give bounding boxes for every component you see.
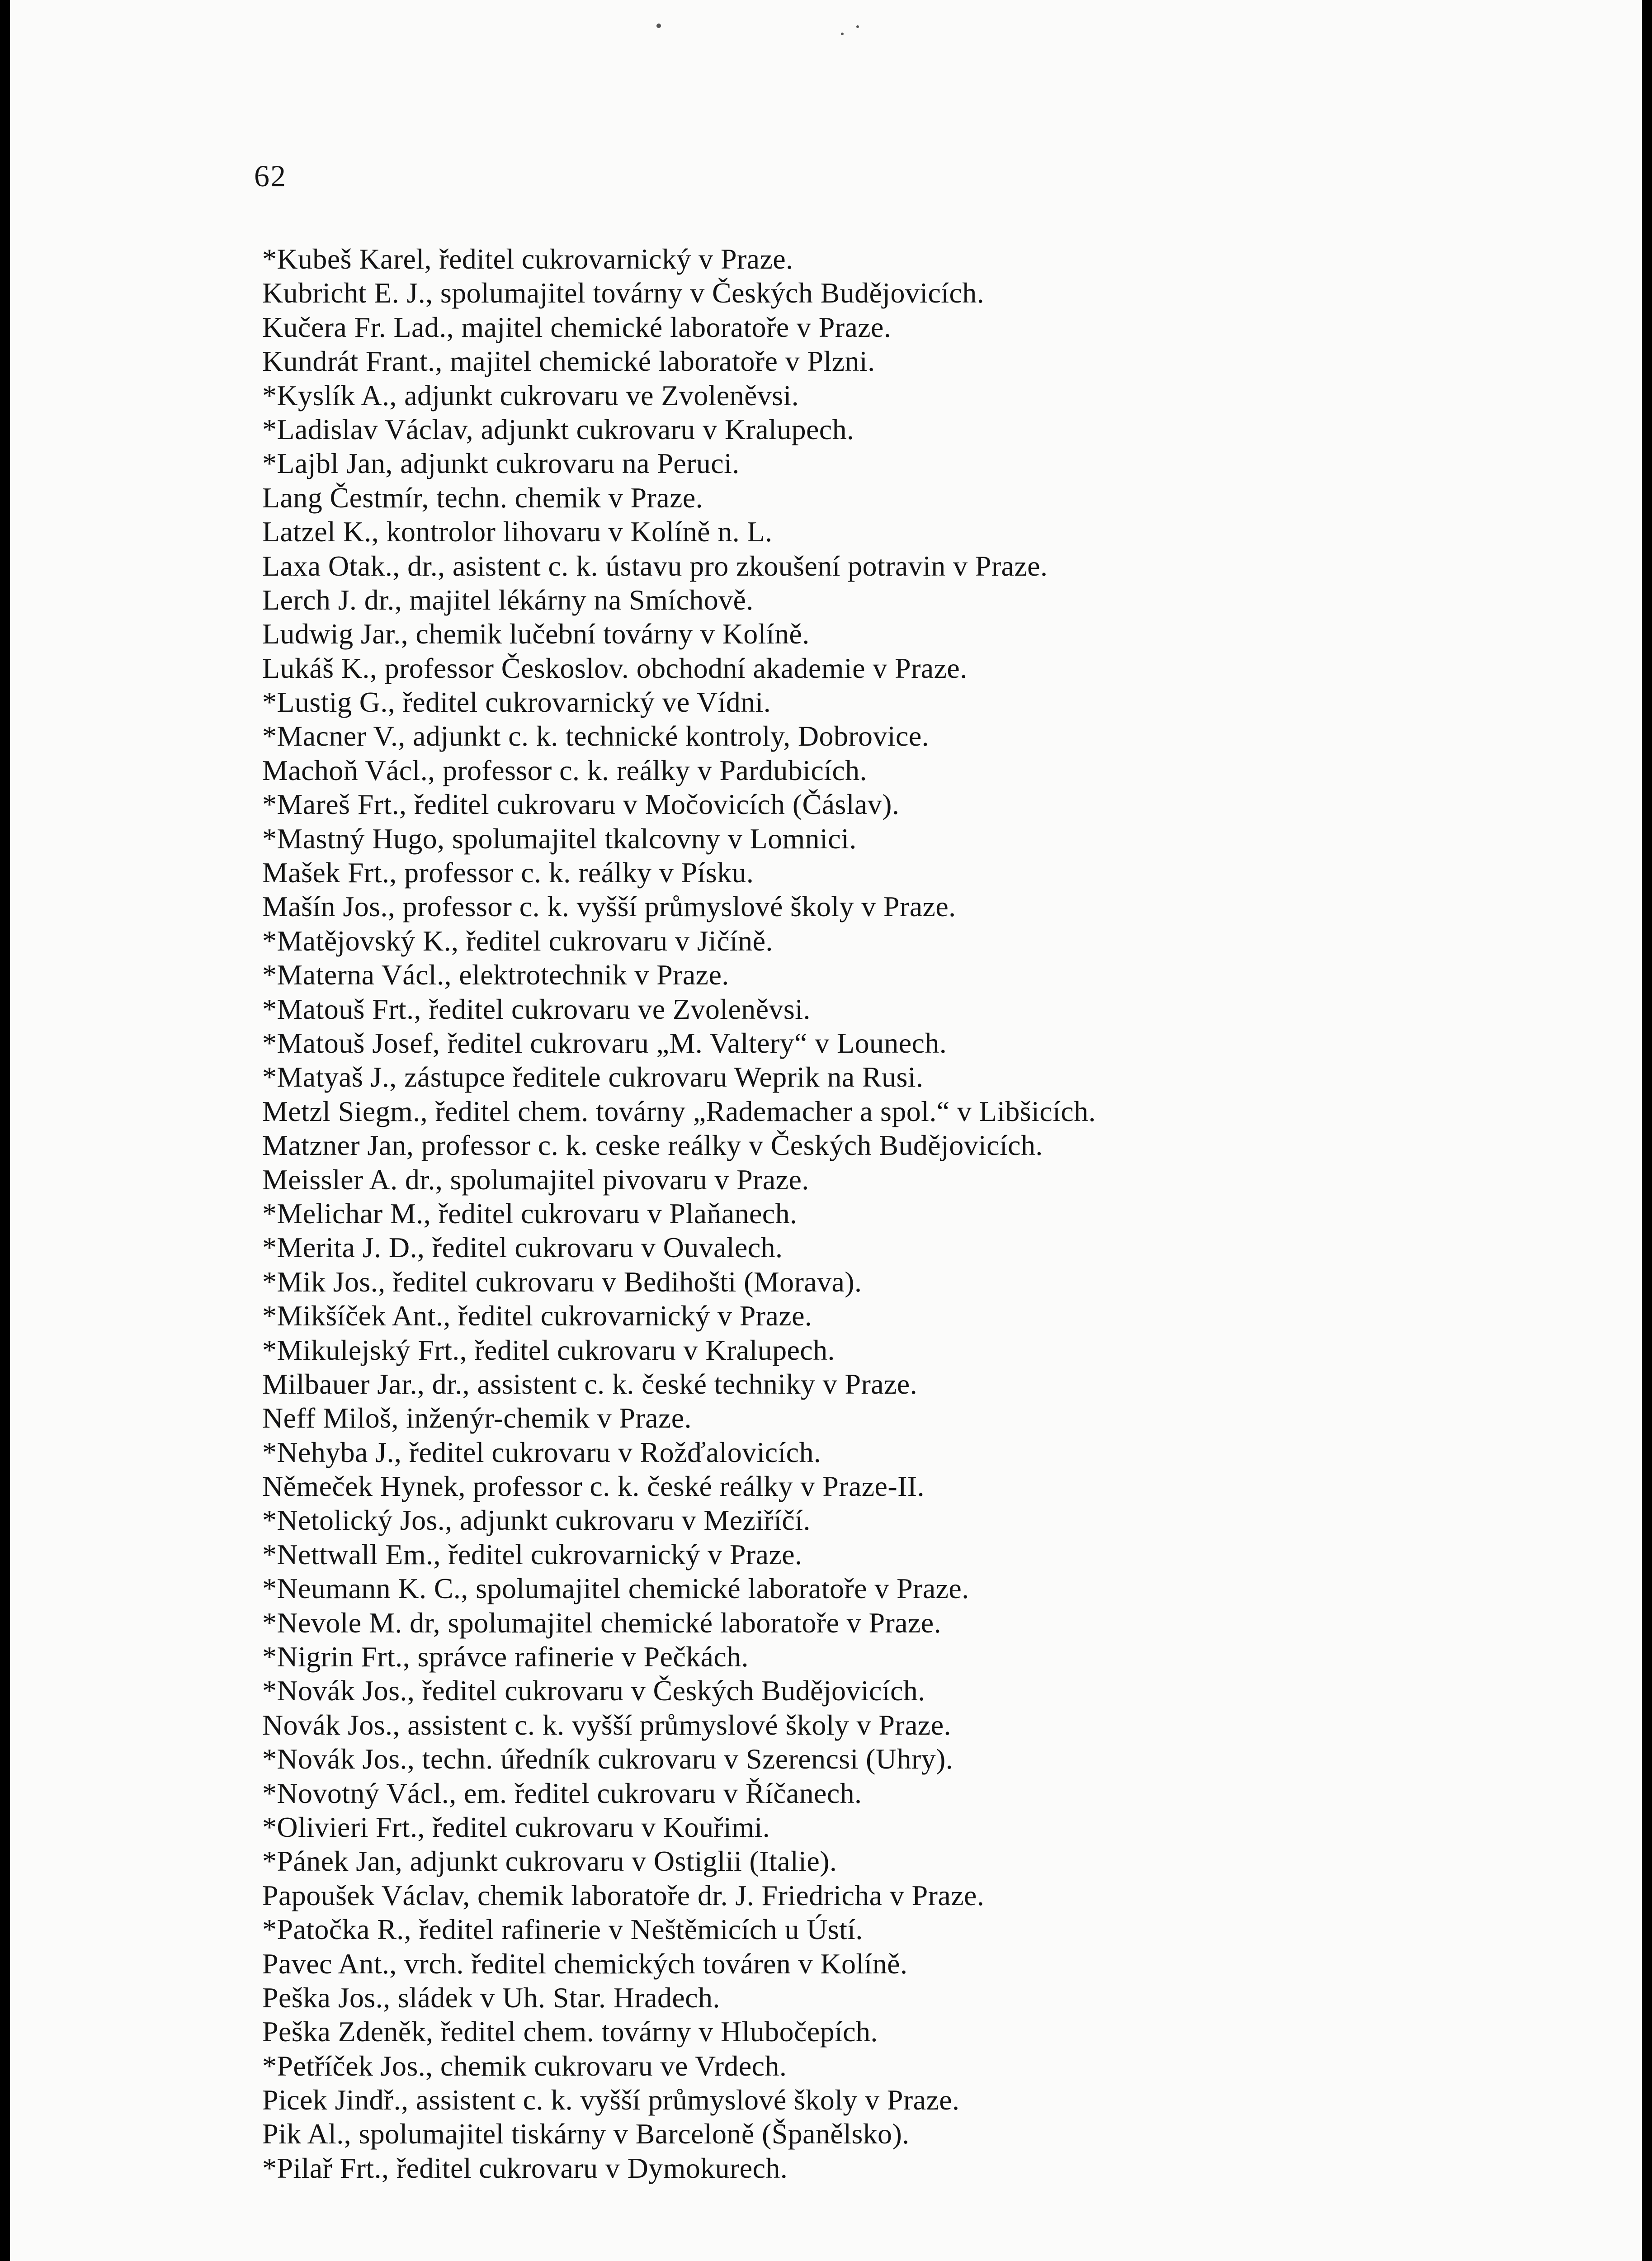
print-speck — [656, 24, 661, 28]
directory-entry: *Materna Václ., elektrotechnik v Praze. — [262, 959, 729, 991]
directory-entry: Lukáš K., professor Českoslov. obchodní akademie v Praze. — [262, 652, 968, 684]
directory-entry: *Mik Jos., ředitel cukrovaru v Bedihošti (Morava). — [262, 1265, 862, 1298]
directory-entry: Lerch J. dr., majitel lékárny na Smíchově. — [262, 583, 754, 616]
directory-entry: *Nigrin Frt., správce rafinerie v Pečkách. — [262, 1641, 749, 1673]
directory-entry: *Patočka R., ředitel rafinerie v Neštěmicích u Ústí. — [262, 1913, 863, 1946]
directory-entry: *Mastný Hugo, spolumajitel tkalcovny v Lomnici. — [262, 822, 857, 855]
directory-entry: *Nehyba J., ředitel cukrovaru v Rožďalovicích. — [262, 1436, 821, 1468]
directory-entry: Lang Čestmír, techn. chemik v Praze. — [262, 481, 703, 514]
directory-entry: *Nevole M. dr, spolumajitel chemické laboratoře v Praze. — [262, 1606, 941, 1639]
directory-entry: Matzner Jan, professor c. k. ceske reálky v Českých Budějovicích. — [262, 1129, 1043, 1162]
directory-entry: *Melichar M., ředitel cukrovaru v Plaňanech. — [262, 1197, 798, 1230]
directory-entry: *Lustig G., ředitel cukrovarnický ve Vídni. — [262, 686, 771, 719]
directory-entry: *Pánek Jan, adjunkt cukrovaru v Ostiglii (Italie). — [262, 1845, 837, 1878]
directory-entry: *Novotný Václ., em. ředitel cukrovaru v Říčanech. — [262, 1777, 862, 1809]
directory-entry: Kučera Fr. Lad., majitel chemické laboratoře v Praze. — [262, 311, 892, 343]
directory-entry: Kubricht E. J., spolumajitel továrny v Českých Budějovicích. — [262, 277, 985, 309]
directory-entry: *Matouš Josef, ředitel cukrovaru „M. Valtery“ v Lounech. — [262, 1026, 947, 1059]
directory-entry: *Kubeš Karel, ředitel cukrovarnický v Praze. — [262, 243, 793, 275]
directory-entry: Picek Jindř., assistent c. k. vyšší průmyslové školy v Praze. — [262, 2084, 960, 2116]
directory-entry: *Mikšíček Ant., ředitel cukrovarnický v Praze. — [262, 1300, 812, 1332]
directory-entry: Němeček Hynek, professor c. k. české reálky v Praze-II. — [262, 1470, 925, 1503]
directory-entry: *Neumann K. C., spolumajitel chemické laboratoře v Praze. — [262, 1572, 969, 1605]
directory-entry: Latzel K., kontrolor lihovaru v Kolíně n. L. — [262, 516, 773, 548]
directory-entry: *Macner V., adjunkt c. k. technické kontroly, Dobrovice. — [262, 720, 930, 752]
directory-entry: Pik Al., spolumajitel tiskárny v Barceloně (Španělsko). — [262, 2118, 910, 2150]
directory-entry: *Matyaš J., zástupce ředitele cukrovaru Weprik na Rusi. — [262, 1061, 924, 1093]
directory-entry: *Olivieri Frt., ředitel cukrovaru v Kouřimi. — [262, 1811, 770, 1843]
directory-entry: Kundrát Frant., majitel chemické laboratoře v Plzni. — [262, 345, 875, 378]
directory-entry: Mašek Frt., professor c. k. reálky v Písku. — [262, 856, 754, 889]
directory-entry: *Novák Jos., techn. úředník cukrovaru v Szerencsi (Uhry). — [262, 1743, 953, 1775]
directory-entry: Meissler A. dr., spolumajitel pivovaru v Praze. — [262, 1163, 809, 1196]
document-page — [10, 0, 1642, 2261]
directory-entry: Peška Zdeněk, ředitel chem. továrny v Hlubočepích. — [262, 2015, 878, 2048]
directory-entry: *Mikulejský Frt., ředitel cukrovaru v Kralupech. — [262, 1334, 835, 1366]
directory-entry: *Merita J. D., ředitel cukrovaru v Ouvalech. — [262, 1231, 783, 1264]
directory-entry: *Petříček Jos., chemik cukrovaru ve Vrdech. — [262, 2049, 787, 2082]
directory-entry: *Lajbl Jan, adjunkt cukrovaru na Peruci. — [262, 447, 740, 480]
directory-entry: *Netolický Jos., adjunkt cukrovaru v Meziříčí. — [262, 1504, 811, 1537]
directory-entry: Pavec Ant., vrch. ředitel chemických továren v Kolíně. — [262, 1947, 908, 1980]
directory-entry: *Nettwall Em., ředitel cukrovarnický v Praze. — [262, 1538, 802, 1570]
directory-entry: *Matouš Frt., ředitel cukrovaru ve Zvoleněvsi. — [262, 993, 811, 1025]
directory-entry: Metzl Siegm., ředitel chem. továrny „Rademacher a spol.“ v Libšicích. — [262, 1095, 1096, 1127]
directory-entry: Novák Jos., assistent c. k. vyšší průmyslové školy v Praze. — [262, 1708, 951, 1741]
directory-entry: *Matějovský K., ředitel cukrovaru v Jičíně. — [262, 924, 773, 957]
page-number: 62 — [254, 159, 287, 193]
print-speck — [856, 25, 859, 28]
directory-entry: *Kyslík A., adjunkt cukrovaru ve Zvoleněvsi. — [262, 379, 799, 412]
directory-entry: *Pilař Frt., ředitel cukrovaru v Dymokurech. — [262, 2152, 788, 2184]
directory-entry: *Ladislav Václav, adjunkt cukrovaru v Kralupech. — [262, 413, 854, 445]
directory-entry: Mašín Jos., professor c. k. vyšší průmyslové školy v Praze. — [262, 890, 956, 923]
directory-entry: Ludwig Jar., chemik lučební továrny v Kolíně. — [262, 618, 810, 650]
directory-entry: *Mareš Frt., ředitel cukrovaru v Močovicích (Čáslav). — [262, 788, 900, 821]
directory-list — [262, 242, 1619, 2185]
print-speck — [841, 33, 844, 35]
directory-entry: Laxa Otak., dr., asistent c. k. ústavu pro zkoušení potravin v Praze. — [262, 549, 1048, 582]
directory-entry: Machoň Václ., professor c. k. reálky v Pardubicích. — [262, 754, 867, 786]
directory-entry: Peška Jos., sládek v Uh. Star. Hradech. — [262, 1981, 720, 2014]
directory-entry: Neff Miloš, inženýr-chemik v Praze. — [262, 1402, 692, 1434]
directory-entry: Milbauer Jar., dr., assistent c. k. české techniky v Praze. — [262, 1367, 917, 1400]
directory-entry: *Novák Jos., ředitel cukrovaru v Českých Budějovicích. — [262, 1674, 925, 1707]
directory-entry: Papoušek Václav, chemik laboratoře dr. J. Friedricha v Praze. — [262, 1879, 985, 1911]
